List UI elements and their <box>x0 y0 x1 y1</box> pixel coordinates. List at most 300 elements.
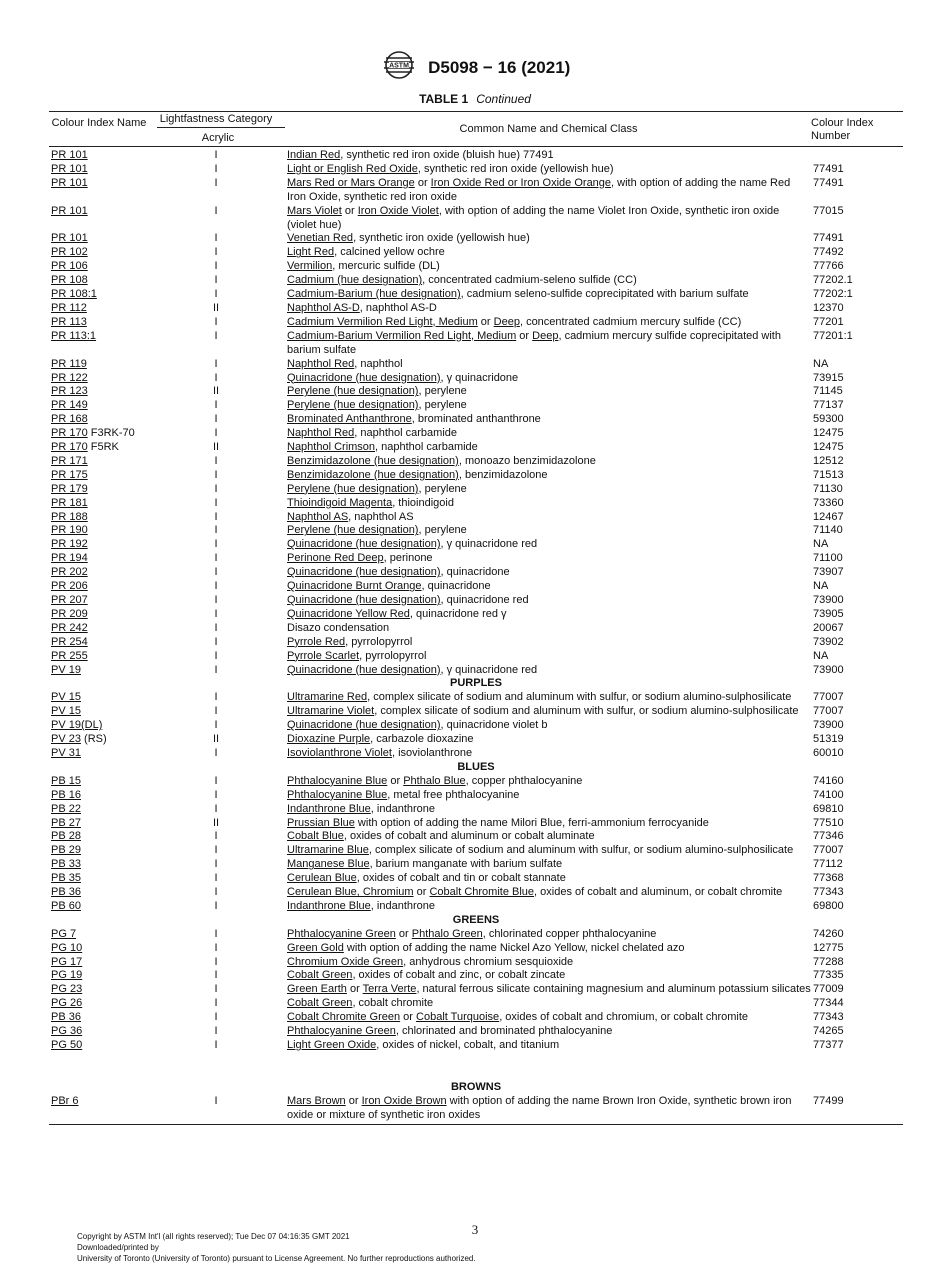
lightfastness-category: I <box>214 260 218 273</box>
pigment-common-name: Quinacridone (hue designation) <box>287 371 441 384</box>
pigment-common-name: Pyrrole Red <box>287 635 346 648</box>
table-row <box>49 1011 903 1025</box>
lightfastness-category: I <box>214 1039 218 1051</box>
colour-index-name <box>49 872 147 886</box>
colour-index-name <box>49 1095 147 1123</box>
colour-index-name <box>49 969 147 983</box>
pigment-common-name: Cobalt Green <box>287 969 353 982</box>
common-name-chemical-class: Pyrrole Scarlet, pyrrolopyrrol <box>287 649 427 662</box>
table-row <box>49 844 903 858</box>
colour-index-name <box>49 177 147 205</box>
common-name-chemical-class: Chromium Oxide Green, anhydrous chromium sesquioxide <box>287 955 574 968</box>
colour-index-name <box>49 260 147 274</box>
table-label: TABLE 1 <box>419 92 469 106</box>
colour-index-number: 77377 <box>813 1039 844 1051</box>
colour-index-number: 12467 <box>813 510 844 523</box>
colour-index-name-code: PB 15 <box>51 774 81 787</box>
colour-index-name-code: PG 23 <box>51 983 83 996</box>
table-row <box>49 511 903 525</box>
colour-index-number: 71513 <box>813 468 844 481</box>
colour-index-name: PR 170 F3RK-70 <box>51 427 135 440</box>
colour-index-number: 77007 <box>813 691 844 704</box>
common-name-chemical-class: Thioindigoid Magenta, thioindigoid <box>287 496 454 509</box>
common-name-chemical-class: Indanthrone Blue, indanthrone <box>287 899 436 912</box>
colour-index-name-code: PR 101 <box>51 162 88 175</box>
section-heading: BLUES <box>457 760 495 773</box>
pigment-common-name: Cerulean Blue <box>287 872 357 885</box>
lightfastness-category: I <box>214 719 218 732</box>
table-row <box>49 205 903 233</box>
pigment-common-name: Brominated Anthanthrone <box>287 413 412 426</box>
colour-index-number: 59300 <box>813 413 844 426</box>
colour-index-name-code: PR 171 <box>51 454 88 467</box>
lightfastness-category: I <box>214 872 218 885</box>
section-heading: BROWNS <box>450 1080 502 1093</box>
colour-index-name <box>49 580 147 594</box>
colour-index-name <box>49 622 147 636</box>
table-row <box>49 274 903 288</box>
pigment-common-name: Naphthol Crimson <box>287 441 376 454</box>
document-title: D5098 − 16 (2021) <box>428 57 571 77</box>
colour-index-name-code: PR 170 <box>51 441 88 454</box>
colour-index-name-code: PR 119 <box>51 357 87 370</box>
lightfastness-category: I <box>214 1011 218 1024</box>
colour-index-name-code: PB 29 <box>51 844 81 857</box>
colour-index-number: NA <box>813 580 829 593</box>
lightfastness-category: I <box>214 1025 218 1038</box>
colour-index-number: 77335 <box>813 969 844 982</box>
lightfastness-category: II <box>212 301 220 314</box>
common-name-chemical-class: Perylene (hue designation), perylene <box>287 482 467 495</box>
table-row <box>49 719 903 733</box>
colour-index-number: 77202.1 <box>813 274 853 287</box>
colour-index-name-code: PR 122 <box>51 371 88 384</box>
table-row <box>49 969 903 983</box>
lightfastness-category: I <box>214 274 218 287</box>
colour-index-number: 73902 <box>813 635 844 648</box>
page-number: 3 <box>471 1222 479 1237</box>
colour-index-name-code: PB 60 <box>51 899 81 912</box>
pigment-common-name: Ultramarine Red <box>287 691 368 704</box>
colour-index-name <box>49 538 147 552</box>
colour-index-name-code: PR 175 <box>51 468 88 481</box>
table-row <box>49 817 903 831</box>
colour-index-number: 60010 <box>813 746 844 759</box>
colour-index-name-code: PR 188 <box>51 510 88 523</box>
lightfastness-category: II <box>212 733 220 746</box>
colour-index-name-code: PR 170 <box>51 427 88 440</box>
colour-index-number: 77343 <box>813 886 844 899</box>
table-row <box>49 705 903 719</box>
colour-index-name <box>49 524 147 538</box>
lightfastness-category: I <box>214 983 218 996</box>
lightfastness-category: I <box>214 329 218 342</box>
colour-index-number: 77137 <box>813 399 844 412</box>
colour-index-name-code: PR 254 <box>51 635 88 648</box>
common-name-chemical-class: Naphthol AS-D, naphthol AS-D <box>287 301 437 314</box>
lightfastness-category: I <box>214 955 218 968</box>
common-name-chemical-class: Cerulean Blue, oxides of cobalt and tin or cobalt stannate <box>287 872 566 885</box>
colour-index-number: 77112 <box>813 858 843 871</box>
table-row <box>49 538 903 552</box>
colour-index-number: 12512 <box>813 454 844 467</box>
colour-index-name <box>49 608 147 622</box>
lightfastness-category: I <box>214 524 218 537</box>
table-row <box>49 1095 903 1123</box>
pigment-common-name: Manganese Blue <box>287 858 370 871</box>
colour-index-name <box>49 719 147 733</box>
common-name-chemical-class: Mars Brown or Iron Oxide Brown with option of adding the name Brown Iron Oxide, synthetic brown iron oxide or mixture of synthetic iron oxides <box>287 1094 792 1121</box>
pigment-common-name: Naphthol Red <box>287 427 355 440</box>
common-name-chemical-class: Pyrrole Red, pyrrolopyrrol <box>287 635 413 648</box>
colour-index-name-code: PV 19 <box>51 663 81 676</box>
colour-index-number: 73905 <box>813 607 844 620</box>
lightfastness-category: I <box>214 607 218 620</box>
pigment-common-name: Terra Verte <box>362 983 417 996</box>
common-name-chemical-class: Mars Violet or Iron Oxide Violet, with option of adding the name Violet Iron Oxide, synthetic iron oxide (violet hue) <box>287 204 780 231</box>
lightfastness-category: I <box>214 844 218 857</box>
table-row <box>49 288 903 302</box>
colour-index-name-code: PG 19 <box>51 969 83 982</box>
table-row <box>49 163 903 177</box>
common-name-chemical-class: Quinacridone Yellow Red, quinacridone red γ <box>287 607 507 620</box>
common-name-chemical-class: Perinone Red Deep, perinone <box>287 552 433 565</box>
common-name-chemical-class: Naphthol Crimson, naphthol carbamide <box>287 441 478 454</box>
table-row <box>49 775 903 789</box>
table-row <box>49 385 903 399</box>
lightfastness-category: I <box>214 427 218 440</box>
colour-index-number: 73900 <box>813 719 844 732</box>
colour-index-number: 77202:1 <box>813 288 853 301</box>
colour-index-number: NA <box>813 538 829 551</box>
lightfastness-category: I <box>214 566 218 579</box>
lightfastness-category: I <box>214 635 218 648</box>
col-acrylic: Acrylic <box>201 132 235 144</box>
colour-index-name <box>49 789 147 803</box>
common-name-chemical-class: Cobalt Blue, oxides of cobalt and aluminum or cobalt aluminate <box>287 830 595 843</box>
colour-index-number: 74265 <box>813 1025 844 1038</box>
colour-index-number: NA <box>813 649 829 662</box>
colour-index-name-code: PR 190 <box>51 524 88 537</box>
pigment-common-name: Light Red <box>287 246 335 259</box>
colour-index-name-code: PV 15 <box>51 691 81 704</box>
table-row <box>49 997 903 1011</box>
table-caption <box>0 92 950 106</box>
colour-index-name-code: PB 35 <box>51 872 81 885</box>
table-row <box>49 246 903 260</box>
table-row <box>49 942 903 956</box>
colour-index-name-code: PR 112 <box>51 301 87 314</box>
colour-index-name-code: PR 101 <box>51 232 88 245</box>
colour-index-number: 12370 <box>813 301 844 314</box>
colour-index-number: 71100 <box>813 552 843 565</box>
colour-index-number: 73360 <box>813 496 844 509</box>
lightfastness-category: I <box>214 176 218 189</box>
colour-index-number: 12475 <box>813 427 844 440</box>
colour-index-number: 73900 <box>813 663 844 676</box>
table-row <box>49 594 903 608</box>
colour-index-number: 77343 <box>813 1011 844 1024</box>
pigment-common-name: Cadmium Vermilion Red Light, Medium <box>287 315 478 328</box>
common-name-chemical-class: Quinacridone Burnt Orange, quinacridone <box>287 580 491 593</box>
colour-index-name <box>49 205 147 233</box>
lightfastness-category: I <box>214 204 218 217</box>
colour-index-name <box>49 900 147 914</box>
common-name-chemical-class: Vermilion, mercuric sulfide (DL) <box>287 260 440 273</box>
colour-index-name-code: PB 27 <box>51 816 81 829</box>
colour-index-name <box>49 664 147 678</box>
table-row <box>49 316 903 330</box>
colour-index-name <box>49 316 147 330</box>
colour-index-number: 74160 <box>813 774 844 787</box>
lightfastness-category: I <box>214 413 218 426</box>
colour-index-name-code: PV 23 <box>51 733 81 746</box>
lightfastness-category: I <box>214 288 218 301</box>
colour-index-name-code: PV 15 <box>51 705 81 718</box>
pigment-common-name: Iron Oxide Red or Iron Oxide Orange <box>430 176 612 189</box>
colour-index-number: 71145 <box>813 385 843 398</box>
colour-index-name-code: PG 36 <box>51 1025 83 1038</box>
col-colour-index-number: Colour Index Number <box>811 117 874 142</box>
colour-index-name-code: PR 206 <box>51 580 88 593</box>
common-name-chemical-class: Brominated Anthanthrone, brominated anthanthrone <box>287 413 541 426</box>
colour-index-name-code: PG 50 <box>51 1039 83 1051</box>
colour-index-number: 12775 <box>813 941 844 954</box>
table-row <box>49 900 903 914</box>
colour-index-name-code: PR 113:1 <box>51 329 97 342</box>
pigment-common-name: Phthalocyanine Blue <box>287 788 388 801</box>
colour-index-name <box>49 594 147 608</box>
lightfastness-category: I <box>214 788 218 801</box>
common-name-chemical-class: Venetian Red, synthetic iron oxide (yellowish hue) <box>287 232 530 245</box>
colour-index-number: 73900 <box>813 594 844 606</box>
lightfastness-category: I <box>214 580 218 593</box>
colour-index-name <box>49 1025 147 1039</box>
lightfastness-category: I <box>214 621 218 634</box>
colour-index-name-code: PR 194 <box>51 552 88 565</box>
colour-index-name <box>49 385 147 399</box>
pigment-common-name: Cobalt Chromite Blue <box>429 886 535 899</box>
colour-index-name <box>49 469 147 483</box>
colour-index-name-code: PR 101 <box>51 204 88 217</box>
footer-line: University of Toronto (University of Toronto) pursuant to License Agreement. No further reproductions authorized. <box>77 1254 476 1263</box>
colour-index-name <box>49 455 147 469</box>
colour-index-name <box>49 817 147 831</box>
colour-index-name <box>49 483 147 497</box>
colour-index-name <box>49 747 147 761</box>
colour-index-name-code: PV 19(DL) <box>51 719 103 732</box>
colour-index-name <box>49 691 147 705</box>
colour-index-number: 74260 <box>813 927 844 940</box>
pigment-common-name: Benzimidazolone (hue designation) <box>287 454 459 467</box>
colour-index-name-code: PR 202 <box>51 566 88 579</box>
pigment-common-name: Iron Oxide Violet <box>357 204 439 217</box>
pigment-common-name: Cadmium (hue designation) <box>287 274 423 287</box>
colour-index-name <box>49 399 147 413</box>
pigment-common-name: Phthalo Blue <box>403 774 466 787</box>
common-name-chemical-class: Quinacridone (hue designation), γ quinacridone red <box>287 663 538 676</box>
pigment-common-name: Perylene (hue designation) <box>287 399 419 412</box>
lightfastness-category: I <box>214 232 218 245</box>
colour-index-name-code: PG 10 <box>51 941 83 954</box>
astm-logo-icon <box>380 50 418 85</box>
colour-index-name-code: PR 209 <box>51 607 88 620</box>
table-row <box>49 469 903 483</box>
lightfastness-category: I <box>214 927 218 940</box>
common-name-chemical-class: Disazo condensation <box>287 621 390 634</box>
col-colour-index-name: Colour Index Name <box>51 117 147 129</box>
common-name-chemical-class: Naphthol Red, naphthol <box>287 357 403 370</box>
table-row <box>49 427 903 441</box>
document-header <box>0 50 950 85</box>
colour-index-name <box>49 1011 147 1025</box>
pigment-common-name: Naphthol AS-D <box>287 301 360 314</box>
pigment-common-name: Cobalt Blue <box>287 830 344 843</box>
pigment-common-name: Quinacridone Yellow Red <box>287 607 410 620</box>
table-row <box>49 177 903 205</box>
common-name-chemical-class: Perylene (hue designation), perylene <box>287 385 467 398</box>
colour-index-number: 74100 <box>813 788 844 801</box>
lightfastness-category: II <box>212 441 220 454</box>
colour-index-name-code: PR 168 <box>51 413 88 426</box>
table-row <box>49 302 903 316</box>
colour-index-number: NA <box>813 357 829 370</box>
pigment-common-name: Thioindigoid Magenta <box>287 496 393 509</box>
colour-index-name <box>49 775 147 789</box>
pigment-common-name: Perylene (hue designation) <box>287 482 419 495</box>
common-name-chemical-class: Manganese Blue, barium manganate with barium sulfate <box>287 858 563 871</box>
colour-index-name-code: PR 149 <box>51 399 88 412</box>
svg-text:ASTM: ASTM <box>388 62 409 70</box>
colour-index-name <box>49 274 147 288</box>
pigment-common-name: Cadmium-Barium Vermilion Red Light, Medium <box>287 329 517 342</box>
common-name-chemical-class: Cadmium Vermilion Red Light, Medium or Deep, concentrated cadmium mercury sulfide (CC) <box>287 315 742 328</box>
common-name-chemical-class: Perylene (hue designation), perylene <box>287 524 467 537</box>
pigment-common-name: Indanthrone Blue <box>287 899 371 912</box>
pigment-common-name: Light Green Oxide <box>287 1039 377 1051</box>
table-row <box>49 830 903 844</box>
table-continued: Continued <box>476 92 531 106</box>
pigment-common-name: Pyrrole Scarlet <box>287 649 360 662</box>
pigment-common-name: Light or English Red Oxide <box>287 162 418 175</box>
pigment-common-name: Isoviolanthrone Violet <box>287 746 392 759</box>
pigment-common-name: Indanthrone Blue <box>287 802 371 815</box>
common-name-chemical-class: Cobalt Chromite Green or Cobalt Turquoise, oxides of cobalt and chromium, or cobalt chromite <box>287 1011 749 1024</box>
section-heading: PURPLES <box>450 677 502 690</box>
lightfastness-category: I <box>214 162 218 175</box>
common-name-chemical-class: Benzimidazolone (hue designation), benzimidazolone <box>287 468 548 481</box>
common-name-chemical-class: Cobalt Green, oxides of cobalt and zinc, or cobalt zincate <box>287 969 566 982</box>
table-spacer <box>49 1053 903 1081</box>
table-row <box>49 803 903 817</box>
lightfastness-category: I <box>214 552 218 565</box>
common-name-chemical-class: Isoviolanthrone Violet, isoviolanthrone <box>287 746 473 759</box>
common-name-chemical-class: Naphthol Red, naphthol carbamide <box>287 427 458 440</box>
colour-index-name <box>49 413 147 427</box>
colour-index-name <box>49 232 147 246</box>
pigment-common-name: Phthalo Green <box>411 927 483 940</box>
colour-index-name <box>49 886 147 900</box>
table-row <box>49 232 903 246</box>
pigment-common-name: Mars Violet <box>287 204 342 217</box>
colour-index-number: 77007 <box>813 705 844 718</box>
table-row <box>49 441 903 455</box>
lightfastness-category: I <box>214 246 218 259</box>
lightfastness-category: I <box>214 468 218 481</box>
table-row <box>49 664 903 678</box>
colour-index-name <box>49 803 147 817</box>
colour-index-name-code: PG 26 <box>51 997 83 1010</box>
table-body <box>49 147 903 1123</box>
footer-line: Downloaded/printed by <box>77 1243 159 1252</box>
colour-index-name-code: PB 16 <box>51 788 81 801</box>
colour-index-name <box>49 372 147 386</box>
pigment-common-name: Deep <box>493 315 520 328</box>
table-row <box>49 330 903 358</box>
pigment-common-name: Phthalocyanine Green <box>287 1025 396 1038</box>
colour-index-name <box>49 149 147 163</box>
colour-index-number: 77491 <box>813 176 844 189</box>
colour-index-number: 77499 <box>813 1094 844 1107</box>
colour-index-name-code: PR 106 <box>51 260 88 273</box>
colour-index-name <box>49 942 147 956</box>
lightfastness-category: I <box>214 858 218 871</box>
lightfastness-category: I <box>214 830 218 843</box>
colour-index-number: 12475 <box>813 441 844 454</box>
table-row <box>49 608 903 622</box>
copyright-footer <box>77 1231 476 1264</box>
pigment-common-name: Quinacridone (hue designation) <box>287 566 441 579</box>
lightfastness-category: I <box>214 705 218 718</box>
lightfastness-category: I <box>214 774 218 787</box>
colour-index-number: 77201:1 <box>813 329 853 342</box>
pigment-common-name: Quinacridone (hue designation) <box>287 538 441 551</box>
lightfastness-category: I <box>214 510 218 523</box>
pigment-common-name: Quinacridone (hue designation) <box>287 719 441 732</box>
pigment-common-name: Quinacridone Burnt Orange <box>287 580 422 593</box>
lightfastness-category: I <box>214 663 218 676</box>
pigment-common-name: Mars Red or Mars Orange <box>287 176 415 189</box>
table-row <box>49 497 903 511</box>
table-row <box>49 149 903 163</box>
colour-index-name <box>49 858 147 872</box>
common-name-chemical-class: Benzimidazolone (hue designation), monoazo benzimidazolone <box>287 454 596 467</box>
table-row <box>49 260 903 274</box>
common-name-chemical-class: Quinacridone (hue designation), quinacridone <box>287 566 510 579</box>
table-row <box>49 983 903 997</box>
colour-index-name <box>49 650 147 664</box>
colour-index-name-code: PV 31 <box>51 746 81 759</box>
common-name-chemical-class: Green Gold with option of adding the name Nickel Azo Yellow, nickel chelated azo <box>287 941 685 954</box>
table-row <box>49 1025 903 1039</box>
lightfastness-category: I <box>214 149 218 161</box>
table-row <box>49 455 903 469</box>
colour-index-name-code: PB 36 <box>51 1011 81 1024</box>
lightfastness-category: II <box>212 385 220 398</box>
pigment-common-name: Green Earth <box>287 983 347 996</box>
table-row <box>49 650 903 664</box>
common-name-chemical-class: Quinacridone (hue designation), γ quinacridone red <box>287 538 538 551</box>
lightfastness-category: I <box>214 899 218 912</box>
colour-index-name <box>49 511 147 525</box>
colour-index-name <box>49 246 147 260</box>
lightfastness-category: I <box>214 496 218 509</box>
colour-index-name-code: PR 108 <box>51 274 88 287</box>
lightfastness-category: II <box>212 816 220 829</box>
common-name-chemical-class: Cadmium (hue designation), concentrated cadmium-seleno sulfide (CC) <box>287 274 637 287</box>
lightfastness-category: I <box>214 746 218 759</box>
table-row <box>49 524 903 538</box>
